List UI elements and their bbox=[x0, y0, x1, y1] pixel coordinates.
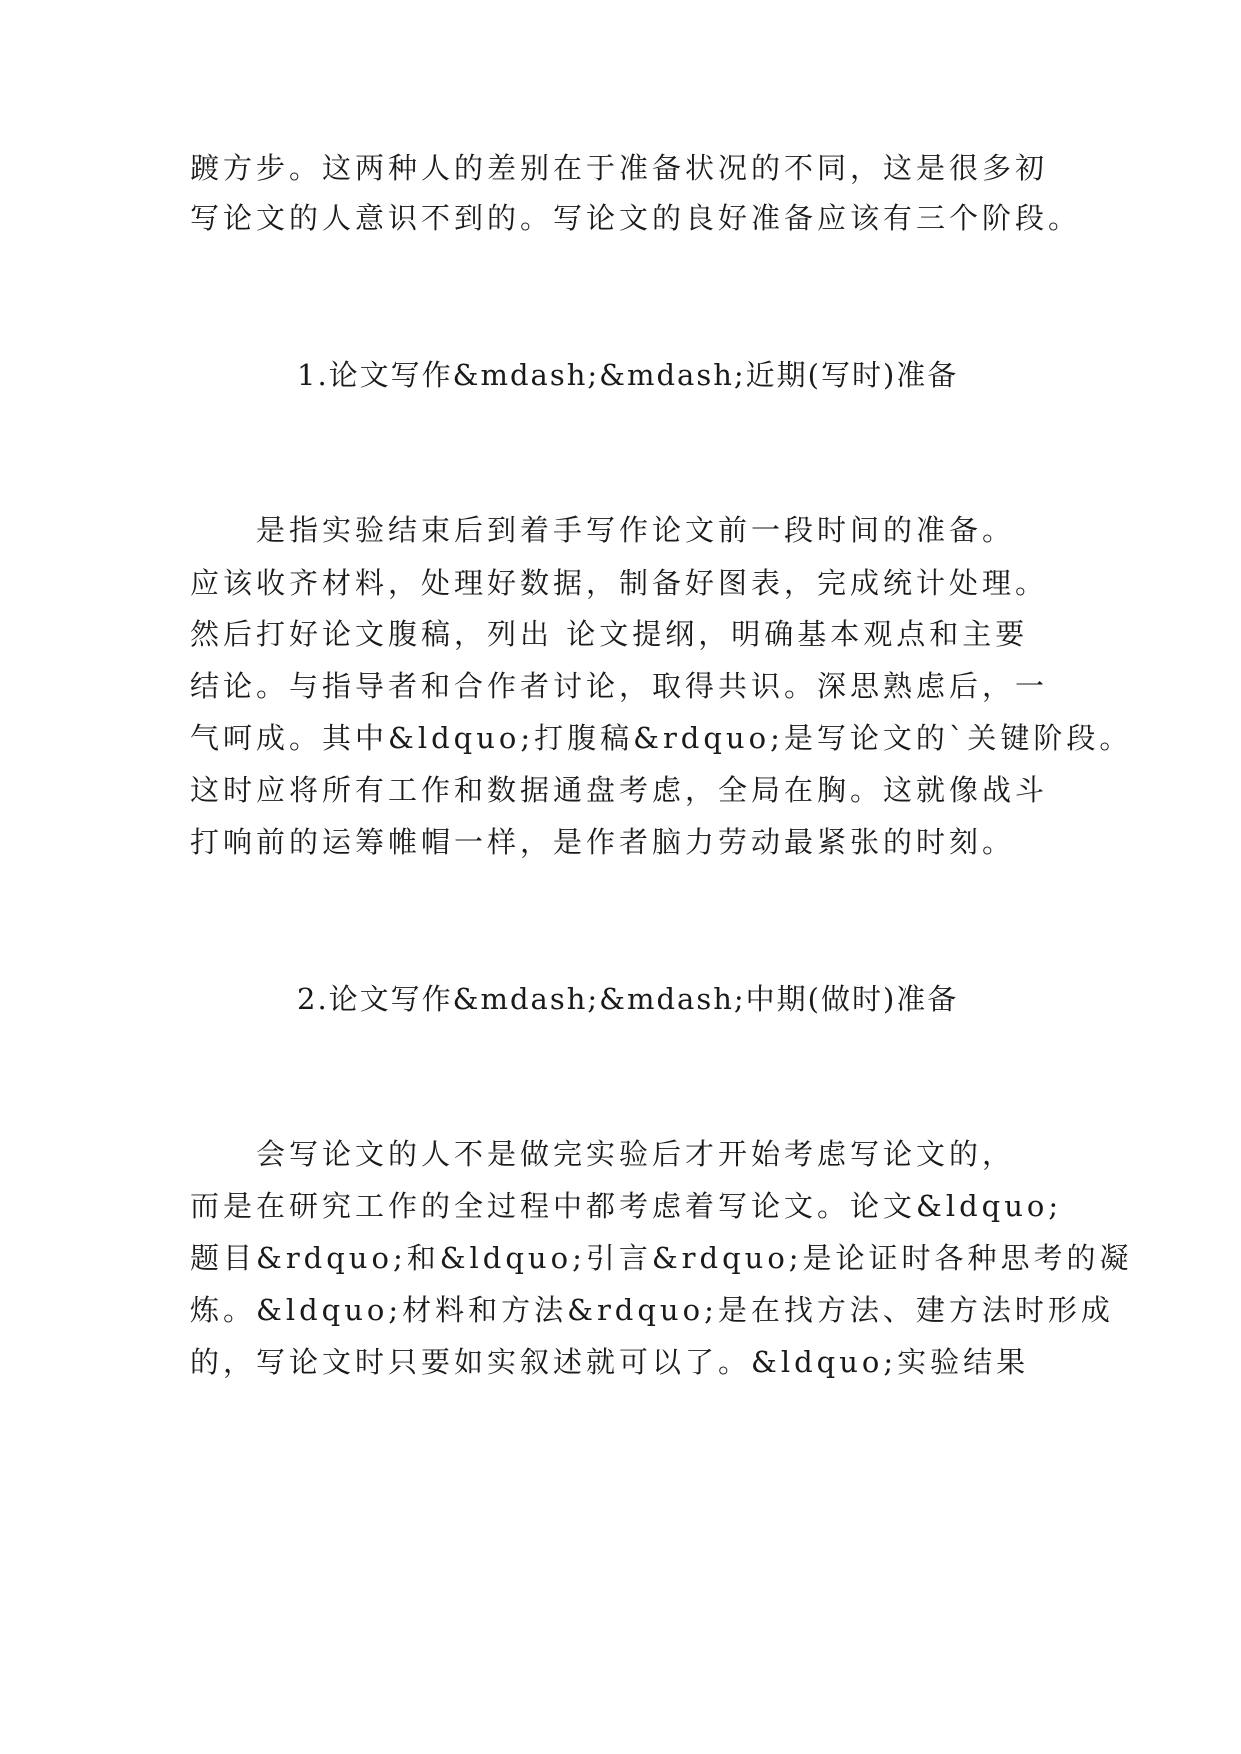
paragraph-line: 气呵成。其中&ldquo;打腹稿&rdquo;是写论文的`关键阶段。 bbox=[190, 721, 1133, 755]
paragraph-line: 题目&rdquo;和&ldquo;引言&rdquo;是论证时各种思考的凝 bbox=[190, 1241, 1133, 1275]
paragraph-line: 会写论文的人不是做完实验后才开始考虑写论文的， bbox=[190, 1137, 1016, 1171]
paragraph-line: 打响前的运筹帷帽一样，是作者脑力劳动最紧张的时刻。 bbox=[190, 825, 1016, 859]
paragraph-line: 这时应将所有工作和数据通盘考虑，全局在胸。这就像战斗 bbox=[190, 773, 1049, 807]
paragraph-line: 而是在研究工作的全过程中都考虑着写论文。论文&ldquo; bbox=[190, 1189, 1063, 1223]
section-heading: 2.论文写作&mdash;&mdash;中期(做时)准备 bbox=[297, 982, 959, 1016]
intro-line: 踱方步。这两种人的差别在于准备状况的不同，这是很多初 bbox=[190, 151, 1049, 185]
paragraph-line: 结论。与指导者和合作者讨论，取得共识。深思熟虑后，一 bbox=[190, 669, 1049, 703]
paragraph-line: 应该收齐材料，处理好数据，制备好图表，完成统计处理。 bbox=[190, 566, 1049, 600]
section-heading: 1.论文写作&mdash;&mdash;近期(写时)准备 bbox=[297, 358, 959, 392]
paragraph-line: 的，写论文时只要如实叙述就可以了。&ldquo;实验结果 bbox=[190, 1345, 1030, 1379]
paragraph-line: 是指实验结束后到着手写作论文前一段时间的准备。 bbox=[190, 513, 1016, 547]
intro-line: 写论文的人意识不到的。写论文的良好准备应该有三个阶段。 bbox=[190, 201, 1082, 235]
paragraph-line: 然后打好论文腹稿，列出 论文提纲，明确基本观点和主要 bbox=[190, 617, 1029, 651]
paragraph-line: 炼。&ldquo;材料和方法&rdquo;是在找方法、建方法时形成 bbox=[190, 1293, 1114, 1327]
